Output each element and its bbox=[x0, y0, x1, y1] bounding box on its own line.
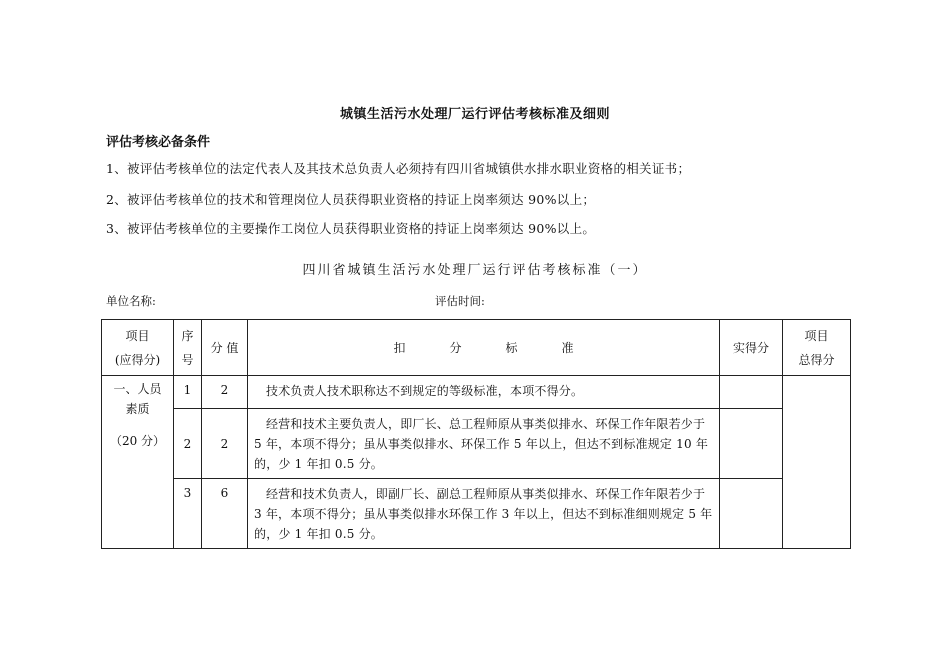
row-score: 6 bbox=[202, 479, 248, 549]
row-standard: 技术负责人技术职称达不到规定的等级标准，本项不得分。 bbox=[248, 376, 720, 409]
table-header-row bbox=[102, 320, 851, 376]
header-project-line1: 项目 bbox=[125, 328, 150, 343]
section-points: （20 分） bbox=[109, 434, 166, 448]
header-actual-score: 实得分 bbox=[720, 320, 783, 376]
row-actual-score-cell bbox=[720, 479, 783, 549]
section-name-line1: 一、人员 bbox=[113, 382, 162, 396]
assessment-table bbox=[101, 319, 851, 549]
table-row bbox=[102, 409, 851, 479]
requirement-item-2: 2、被评估考核单位的技术和管理岗位人员获得职业资格的持证上岗率须达 90%以上； bbox=[106, 192, 596, 207]
header-project-line2: (应得分) bbox=[114, 352, 161, 367]
header-seq-line1: 序 bbox=[181, 328, 194, 343]
row-standard: 经营和技术主要负责人，即厂长、总工程师原从事类似排水、环保工作年限若少于 5 年，本项不得分；虽从事类似排水、环保工作 5 年以上，但达不到标准规定 10 年的，少 1 年扣 0.5 分。 bbox=[248, 409, 720, 479]
header-total bbox=[783, 320, 851, 376]
header-score: 分 值 bbox=[202, 320, 248, 376]
row-seq: 1 bbox=[174, 376, 202, 409]
header-std-char-1: 扣 bbox=[393, 341, 406, 355]
row-seq: 2 bbox=[174, 409, 202, 479]
header-deduction-standard bbox=[248, 320, 720, 376]
header-total-line1: 项目 bbox=[804, 328, 829, 343]
header-std-char-2: 分 bbox=[449, 341, 462, 355]
section-personnel-quality bbox=[102, 376, 174, 549]
row-score: 2 bbox=[202, 409, 248, 479]
table-title: 四川省城镇生活污水处理厂运行评估考核标准（一） bbox=[302, 263, 648, 278]
header-std-char-3: 标 bbox=[505, 341, 518, 355]
row-seq: 3 bbox=[174, 479, 202, 549]
row-score: 2 bbox=[202, 376, 248, 409]
section-name-line2: 素质 bbox=[125, 402, 150, 416]
section-total-cell bbox=[783, 376, 851, 549]
evaluation-time-label: 评估时间: bbox=[435, 294, 485, 308]
header-project bbox=[102, 320, 174, 376]
document-title: 城镇生活污水处理厂运行评估考核标准及细则 bbox=[339, 107, 610, 122]
header-std-char-4: 准 bbox=[561, 341, 574, 355]
unit-name-label: 单位名称: bbox=[106, 294, 156, 308]
row-standard: 经营和技术负责人，即副厂长、副总工程师原从事类似排水、环保工作年限若少于 3 年，本项不得分；虽从事类似排水环保工作 3 年以上，但达不到标准细则规定 5 年的，少 1 年扣 0.5 分。 bbox=[248, 479, 720, 549]
row-actual-score-cell bbox=[720, 376, 783, 409]
header-total-line2: 总得分 bbox=[798, 352, 835, 367]
requirement-item-1: 1、被评估考核单位的法定代表人及其技术总负责人必须持有四川省城镇供水排水职业资格的相关证书； bbox=[106, 161, 691, 176]
requirements-heading: 评估考核必备条件 bbox=[106, 135, 211, 150]
header-seq-line2: 号 bbox=[181, 352, 194, 367]
table-row bbox=[102, 376, 851, 409]
requirement-item-3: 3、被评估考核单位的主要操作工岗位人员获得职业资格的持证上岗率须达 90%以上。 bbox=[106, 221, 596, 236]
header-seq bbox=[174, 320, 202, 376]
table-row bbox=[102, 479, 851, 549]
row-actual-score-cell bbox=[720, 409, 783, 479]
